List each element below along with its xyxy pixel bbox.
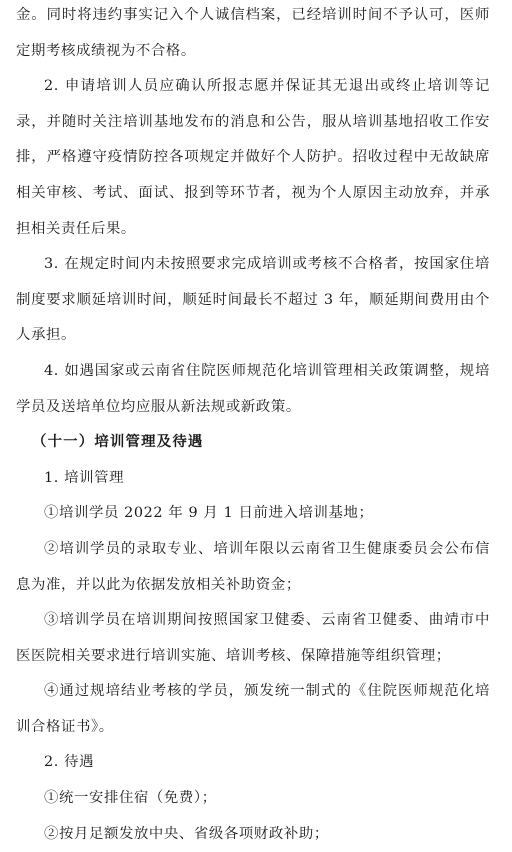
management-item-3: ③培训学员在培训期间按照国家卫健委、云南省卫健委、曲靖市中医医院相关要求进行培训实施、培训考核、保障措施等组织管理； — [16, 612, 490, 664]
section-heading: （十一）培训管理及待遇 — [32, 434, 204, 451]
paragraph-item-2: 2. 申请培训人员应确认所报志愿并保证其无退出或终止培训等记录，并随时关注培训基地发布的消息和公告，服从培训基地招收工作安排，严格遵守疫情防控各项规定并做好个人防护。招收过程中无故缺席相关审核、考试、面试、报到等环节者，视为个人原因主动放弃，并承担相关责任后果。 — [16, 78, 490, 237]
paragraph-item-3: 3. 在规定时间内未按照要求完成培训或考核不合格者，按国家住培制度要求顺延培训时间，顺延时间最长不超过 3 年，顺延期间费用由个人承担。 — [16, 256, 490, 344]
management-item-4: ④通过规培结业考核的学员，颁发统一制式的《住院医师规范化培训合格证书》。 — [16, 683, 490, 735]
management-item-1: ①培训学员 2022 年 9 月 1 日前进入培训基地； — [44, 505, 374, 522]
treatment-item-1: ①统一安排住宿（免费）； — [44, 790, 217, 807]
management-item-2: ②培训学员的录取专业、培训年限以云南省卫生健康委员会公布信息为准，并以此为依据发放相关补助资金； — [16, 540, 490, 593]
paragraph-item-4: 4. 如遇国家或云南省住院医师规范化培训管理相关政策调整，规培学员及送培单位均应服从新法规或新政策。 — [16, 362, 490, 415]
subsection-title-treatment: 2. 待遇 — [44, 754, 95, 771]
paragraph-continuation: 金。同时将违约事实记入个人诚信档案，已经培训时间不予认可，医师定期考核成绩视为不合格。 — [16, 7, 490, 59]
treatment-item-2: ②按月足额发放中央、省级各项财政补助； — [44, 825, 329, 842]
subsection-title-management: 1. 培训管理 — [44, 469, 125, 486]
